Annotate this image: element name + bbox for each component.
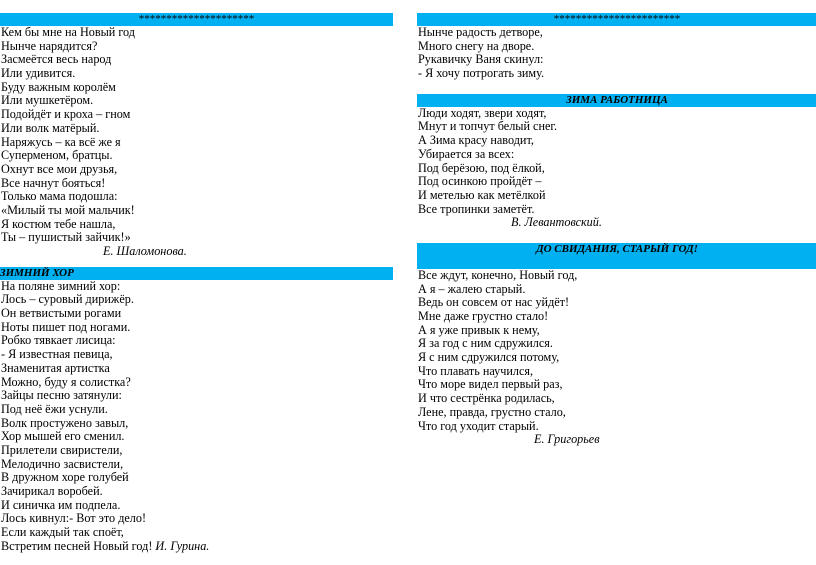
poem-line: Я с ним сдружился потому, <box>418 350 560 365</box>
poem-line: Под осинкою пройдёт – <box>418 174 542 189</box>
poem-line: Под неё ёжи уснули. <box>1 401 108 416</box>
poem-line: Охнут все мои друзья, <box>1 161 118 176</box>
poem-winter-choir <box>0 280 393 554</box>
poem-last-line <box>0 540 393 554</box>
poem-line: И метелью как метёлкой <box>418 187 546 202</box>
poem-line: «Милый ты мой мальчик! <box>1 202 135 217</box>
poem-line: И синичка им подпела. <box>1 497 121 512</box>
poem-line: Рукавичку Ваня скинул: <box>418 52 544 67</box>
poem-line: Или удивится. <box>1 66 76 81</box>
poem-line: Нынче радость детворе, <box>418 25 543 39</box>
section-header-winter-choir: ЗИМНИЙ ХОР <box>0 267 393 280</box>
poem-line: Если каждый так споёт, <box>1 525 124 540</box>
poem-line: Только мама подошла: <box>1 189 118 204</box>
poem-line: Или волк матёрый. <box>1 120 100 135</box>
poem-line: Ты – пушистый зайчик!» <box>1 230 131 245</box>
poem-line: Все тропинки заметёт. <box>418 201 535 216</box>
poem-line: Волк простужено завыл, <box>1 415 129 430</box>
poem-new-year-costume <box>0 26 393 259</box>
poem-line: Наряжусь – ка всё же я <box>1 134 121 149</box>
poem-line: Зайцы песню затянули: <box>1 388 122 403</box>
section-header-text: ДО СВИДАНИЯ, СТАРЫЙ ГОД! <box>536 242 698 255</box>
section-header-winter-worker: ЗИМА РАБОТНИЦА <box>417 94 816 107</box>
poem-line: Засмеётся весь народ <box>1 52 112 67</box>
poem-line: Все начнут бояться! <box>1 175 106 190</box>
poem-line: Прилетели свиристели, <box>1 442 123 457</box>
right-stars-header: *********************** <box>417 13 816 26</box>
poem-line: Я костюм тебе нашла, <box>1 216 116 231</box>
poem-line: Хор мышей его сменил. <box>1 429 125 444</box>
poem-line: А Зима красу наводит, <box>418 133 534 148</box>
poem-line: Что море видел первый раз, <box>418 377 563 392</box>
poem-line: Что год уходит старый. <box>418 418 539 433</box>
poem-line: Ведь он совсем от нас уйдёт! <box>418 295 570 310</box>
right-column <box>417 0 816 447</box>
poem-line: Под берёзою, под ёлкой, <box>418 160 545 175</box>
poem-line: В дружном хоре голубей <box>1 470 129 485</box>
poem-line: Знаменитая артистка <box>1 360 110 375</box>
left-stars-header: ********************* <box>0 13 393 26</box>
poem-line: Зачирикал воробей. <box>1 484 103 499</box>
poem-line: Я за год с ним сдружился. <box>418 336 553 351</box>
poem-line: Подойдёт и кроха – гном <box>1 107 131 122</box>
poem-goodbye-old-year <box>417 269 816 447</box>
poem-line: Кем бы мне на Новый год <box>1 25 135 39</box>
poem-author: Е. Григорьев <box>534 432 600 447</box>
poem-line: Мне даже грустно стало! <box>418 309 549 324</box>
poem-line: Лось кивнул:- Вот это дело! <box>1 511 147 526</box>
poem-line: Буду важным королём <box>1 79 116 94</box>
poem-line: Суперменом, братцы. <box>1 148 113 163</box>
poem-line: Лене, правда, грустно стало, <box>418 404 566 419</box>
poem-line: Нынче нарядится? <box>1 38 98 53</box>
poem-line: Ноты пишет под ногами. <box>1 319 131 334</box>
poem-line: Можно, буду я солистка? <box>1 374 131 389</box>
poem-line: Все ждут, конечно, Новый год, <box>418 267 578 282</box>
poem-line: Или мушкетёром. <box>1 93 94 108</box>
poem-line-text: Встретим песней Новый год! <box>1 538 153 553</box>
left-column <box>0 0 393 553</box>
poem-line: Мнут и топчут белый снег. <box>418 119 558 134</box>
poem-line: Много снегу на дворе. <box>418 38 535 53</box>
poem-line: Он ветвистыми рогами <box>1 306 122 321</box>
poem-line: А я – жалею старый. <box>418 281 526 296</box>
poem-line: И что сестрёнка родилась, <box>418 391 555 406</box>
poem-line: А я уже привык к нему, <box>418 322 540 337</box>
poem-author: Е. Шаломонова. <box>103 244 187 258</box>
poem-author: И. Гурина. <box>155 538 210 553</box>
poem-author: В. Левантовский. <box>511 215 602 230</box>
poem-line: Что плавать научился, <box>418 363 534 378</box>
poem-children-joy <box>417 26 816 81</box>
poem-line: На поляне зимний хор: <box>1 278 121 293</box>
poem-line: Робко тявкает лисица: <box>1 333 116 348</box>
poem-line: Убирается за всех: <box>418 146 515 161</box>
section-header-goodbye-old-year <box>417 243 816 269</box>
poem-line: Лось – суровый дирижёр. <box>1 292 134 307</box>
poem-line: Мелодично засвистели, <box>1 456 124 471</box>
poem-line: Люди ходят, звери ходят, <box>418 105 547 120</box>
poem-line: - Я хочу потрогать зиму. <box>418 66 545 81</box>
poem-winter-worker <box>417 107 816 230</box>
poem-line: - Я известная певица, <box>1 347 113 362</box>
